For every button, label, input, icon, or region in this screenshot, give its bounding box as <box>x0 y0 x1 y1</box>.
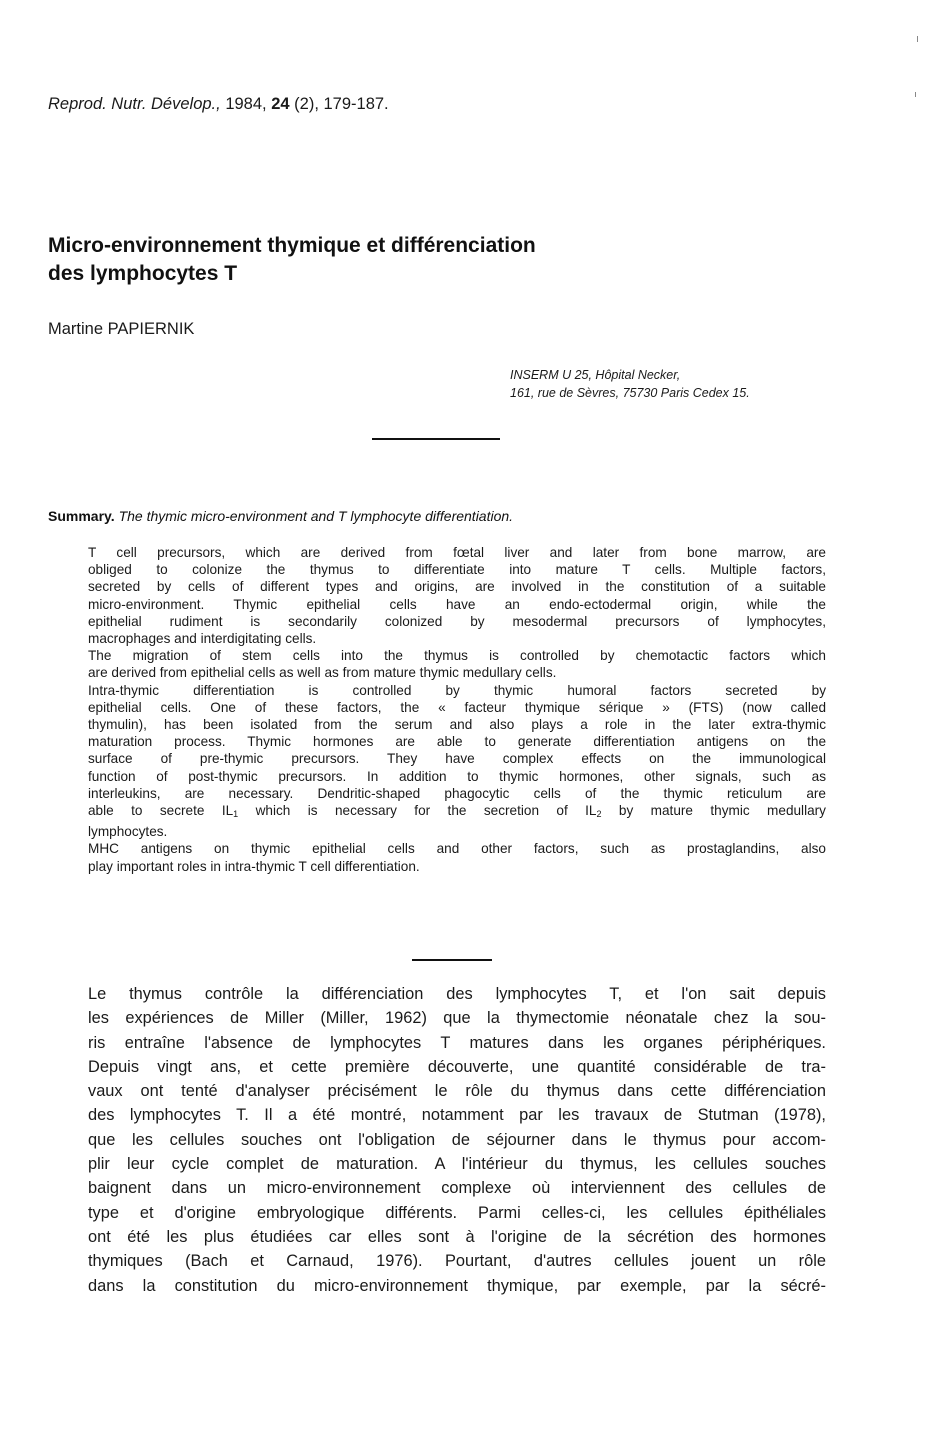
abstract-paragraph-3 <box>48 682 826 841</box>
scan-mark <box>917 36 918 42</box>
abstract-text: by mature thymic medullary <box>601 803 826 819</box>
abstract-text: able to secrete IL <box>88 803 234 819</box>
abstract-paragraph-4 <box>48 840 826 874</box>
article-title <box>48 232 808 288</box>
journal-name: Reprod. Nutr. Dévelop., <box>48 95 221 113</box>
abstract-line: epithelial cells. One of these factors, the « facteur thymique sérique » (FTS) (now called <box>88 699 826 715</box>
article-author: Martine PAPIERNIK <box>48 320 195 338</box>
summary-heading <box>48 508 513 524</box>
abstract-line: play important roles in intra-thymic T cell differentiation. <box>88 858 420 874</box>
journal-year: 1984, <box>225 95 267 113</box>
abstract-line: T cell precursors, which are derived from fœtal liver and later from bone marrow, are <box>88 545 826 560</box>
abstract-line: obliged to colonize the thymus to differentiate into mature T cells. Multiple factors, <box>88 562 826 578</box>
abstract-text: which is necessary for the secretion of IL <box>238 803 597 819</box>
body-line: les expériences de Miller (Miller, 1962) que la thymectomie néonatale chez la sou- <box>88 1009 826 1028</box>
separator-rule <box>372 438 500 440</box>
summary-english-title: The thymic micro-environment and T lymphocyte differentiation. <box>118 508 514 524</box>
abstract-line: lymphocytes. <box>88 824 168 840</box>
abstract-line: are derived from epithelial cells as well as from mature thymic medullary cells. <box>88 665 557 681</box>
body-line: plir leur cycle complet de maturation. A l'intérieur du thymus, les cellules souches <box>88 1155 826 1174</box>
body-line: vaux ont tenté d'analyser précisément le rôle du thymus dans cette différenciation <box>88 1082 826 1101</box>
body-line: Le thymus contrôle la différenciation des lymphocytes T, et l'on sait depuis <box>88 985 826 1003</box>
abstract-line: epithelial rudiment is secondarily colonized by mesodermal precursors of lymphocytes, <box>88 613 826 629</box>
abstract-line: surface of pre-thymic precursors. They have complex effects on the immunological <box>88 751 826 767</box>
body-line: des lymphocytes T. Il a été montré, notamment par les travaux de Stutman (1978), <box>88 1106 826 1125</box>
body-paragraph-1 <box>48 982 826 1298</box>
body-paragraph <box>48 982 826 1298</box>
abstract-line: micro-environment. Thymic epithelial cells have an endo-ectodermal origin, while the <box>88 596 826 612</box>
affiliation-line-1: INSERM U 25, Hôpital Necker, <box>510 368 681 382</box>
abstract-line: maturation process. Thymic hormones are able to generate differentiation antigens on the <box>88 734 826 750</box>
body-line: type et d'origine embryologique différents. Parmi celles-ci, les cellules épithéliales <box>88 1203 826 1222</box>
abstract-line: The migration of stem cells into the thymus is controlled by chemotactic factors which <box>88 648 826 664</box>
summary-label: Summary. <box>48 508 115 524</box>
abstract-paragraph-1 <box>48 544 826 647</box>
journal-issue-pages: (2), 179-187. <box>294 95 389 113</box>
abstract <box>48 544 826 875</box>
subscript: 2 <box>596 809 602 820</box>
body-line: Depuis vingt ans, et cette première découverte, une quantité considérable de tra- <box>88 1057 826 1076</box>
abstract-line: secreted by cells of different types and origins, are involved in the constitution of a suitable <box>88 579 826 595</box>
subscript: 1 <box>233 809 239 820</box>
abstract-line-interleukin <box>48 802 826 823</box>
body-line: thymiques (Bach et Carnaud, 1976). Pourtant, d'autres cellules jouent un rôle <box>88 1252 826 1271</box>
body-line: dans la constitution du micro-environnement thymique, par exemple, par la sécré- <box>88 1276 826 1295</box>
body-line: que les cellules souches ont l'obligation de séjourner dans le thymus pour accom- <box>88 1130 826 1149</box>
scan-mark <box>915 92 916 97</box>
author-affiliation <box>510 366 750 402</box>
body-line: ris entraîne l'absence de lymphocytes T matures dans les organes périphériques. <box>88 1033 826 1052</box>
journal-volume: 24 <box>271 95 290 113</box>
abstract-line: interleukins, are necessary. Dendritic-shaped phagocytic cells of the thymic reticulum are <box>88 785 826 801</box>
abstract-paragraph-2 <box>48 647 826 681</box>
article-title-line-2: des lymphocytes T <box>48 262 238 285</box>
body-line: ont été les plus étudiées car elles sont à l'origine de la sécrétion des hormones <box>88 1227 826 1246</box>
abstract-line: function of post-thymic precursors. In addition to thymic hormones, other signals, such as <box>88 768 826 784</box>
abstract-line: MHC antigens on thymic epithelial cells and other factors, such as prostaglandins, also <box>88 841 826 857</box>
affiliation-line-2: 161, rue de Sèvres, 75730 Paris Cedex 15. <box>510 386 750 400</box>
journal-citation <box>48 95 389 114</box>
abstract-line: thymulin), has been isolated from the serum and also plays a role in the later extra-thymic <box>88 717 826 733</box>
separator-rule <box>412 959 492 961</box>
body-line: baignent dans un micro-environnement complexe où interviennent des cellules de <box>88 1179 826 1198</box>
abstract-line: macrophages and interdigitating cells. <box>88 631 317 647</box>
article-title-line-1: Micro-environnement thymique et différenciation <box>48 234 536 257</box>
abstract-line: Intra-thymic differentiation is controlled by thymic humoral factors secreted by <box>88 682 826 698</box>
